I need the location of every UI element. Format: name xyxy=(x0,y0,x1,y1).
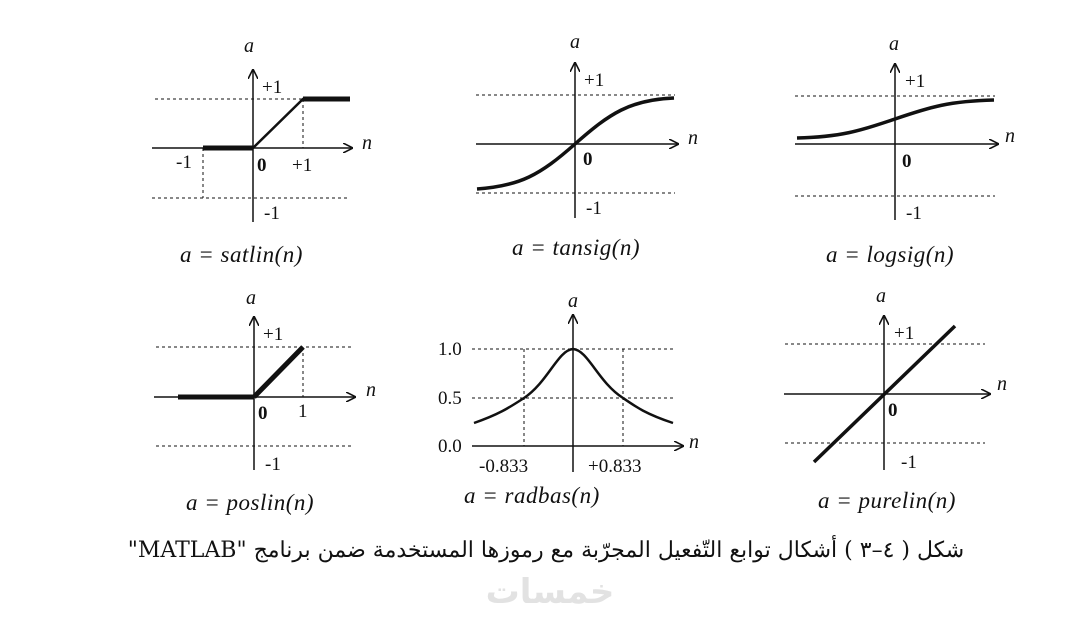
axis-label-a: a xyxy=(876,285,886,307)
plot-tansig xyxy=(476,31,698,260)
label-x-one: 1 xyxy=(298,401,308,422)
label-zero: 0 xyxy=(257,155,267,176)
formula-radbas: a = radbas(n) xyxy=(464,483,600,508)
plot-purelin xyxy=(784,285,1007,513)
formula-satlin: a = satlin(n) xyxy=(180,242,303,267)
axis-label-n: n xyxy=(997,373,1007,395)
formula-poslin: a = poslin(n) xyxy=(186,490,315,515)
figure-caption: شكل ( ٤–٣ ) أشكال توابع التّفعيل المجرّبة مع رموزها المستخدمة ضمن برنامج "MATLAB" xyxy=(127,538,965,563)
axis-label-n: n xyxy=(366,379,376,401)
tick-label-1-0: 1.0 xyxy=(438,339,462,360)
label-zero: 0 xyxy=(888,400,898,421)
label-x-minus-one: -1 xyxy=(176,152,192,173)
curve-satlin xyxy=(203,99,350,148)
label-minus-one: -1 xyxy=(264,203,280,224)
label-minus-one: -1 xyxy=(265,454,281,475)
label-zero: 0 xyxy=(902,151,912,172)
label-minus-one: -1 xyxy=(906,203,922,224)
label-plus-one: +1 xyxy=(584,70,605,91)
axis-label-a: a xyxy=(570,31,580,53)
axis-label-a: a xyxy=(246,287,256,309)
axis-label-a: a xyxy=(568,290,578,312)
tick-label-0-5: 0.5 xyxy=(438,388,462,409)
formula-logsig: a = logsig(n) xyxy=(826,242,955,267)
axis-label-a: a xyxy=(889,33,899,55)
plot-logsig xyxy=(795,33,1015,267)
axis-label-n: n xyxy=(689,431,699,453)
label-x-plus-one: +1 xyxy=(292,155,313,176)
tick-label-0-0: 0.0 xyxy=(438,436,462,457)
label-plus-one: +1 xyxy=(263,324,284,345)
watermark: خمسات xyxy=(485,572,615,612)
formula-purelin: a = purelin(n) xyxy=(818,488,956,513)
tick-label-minus-0-833: -0.833 xyxy=(479,456,529,477)
plot-poslin xyxy=(154,287,376,515)
axis-label-n: n xyxy=(362,132,372,154)
axis-label-n: n xyxy=(1005,125,1015,147)
tick-label-plus-0-833: +0.833 xyxy=(588,456,642,477)
plot-satlin xyxy=(152,35,372,267)
label-zero: 0 xyxy=(258,403,268,424)
plot-radbas xyxy=(438,290,699,508)
label-minus-one: -1 xyxy=(901,452,917,473)
formula-tansig: a = tansig(n) xyxy=(512,235,641,260)
label-plus-one: +1 xyxy=(905,71,926,92)
axis-label-n: n xyxy=(688,127,698,149)
curve-poslin-right xyxy=(254,347,303,397)
axis-label-a: a xyxy=(244,35,254,57)
label-plus-one: +1 xyxy=(894,323,915,344)
label-plus-one: +1 xyxy=(262,77,283,98)
label-minus-one: -1 xyxy=(586,198,602,219)
label-zero: 0 xyxy=(583,149,593,170)
